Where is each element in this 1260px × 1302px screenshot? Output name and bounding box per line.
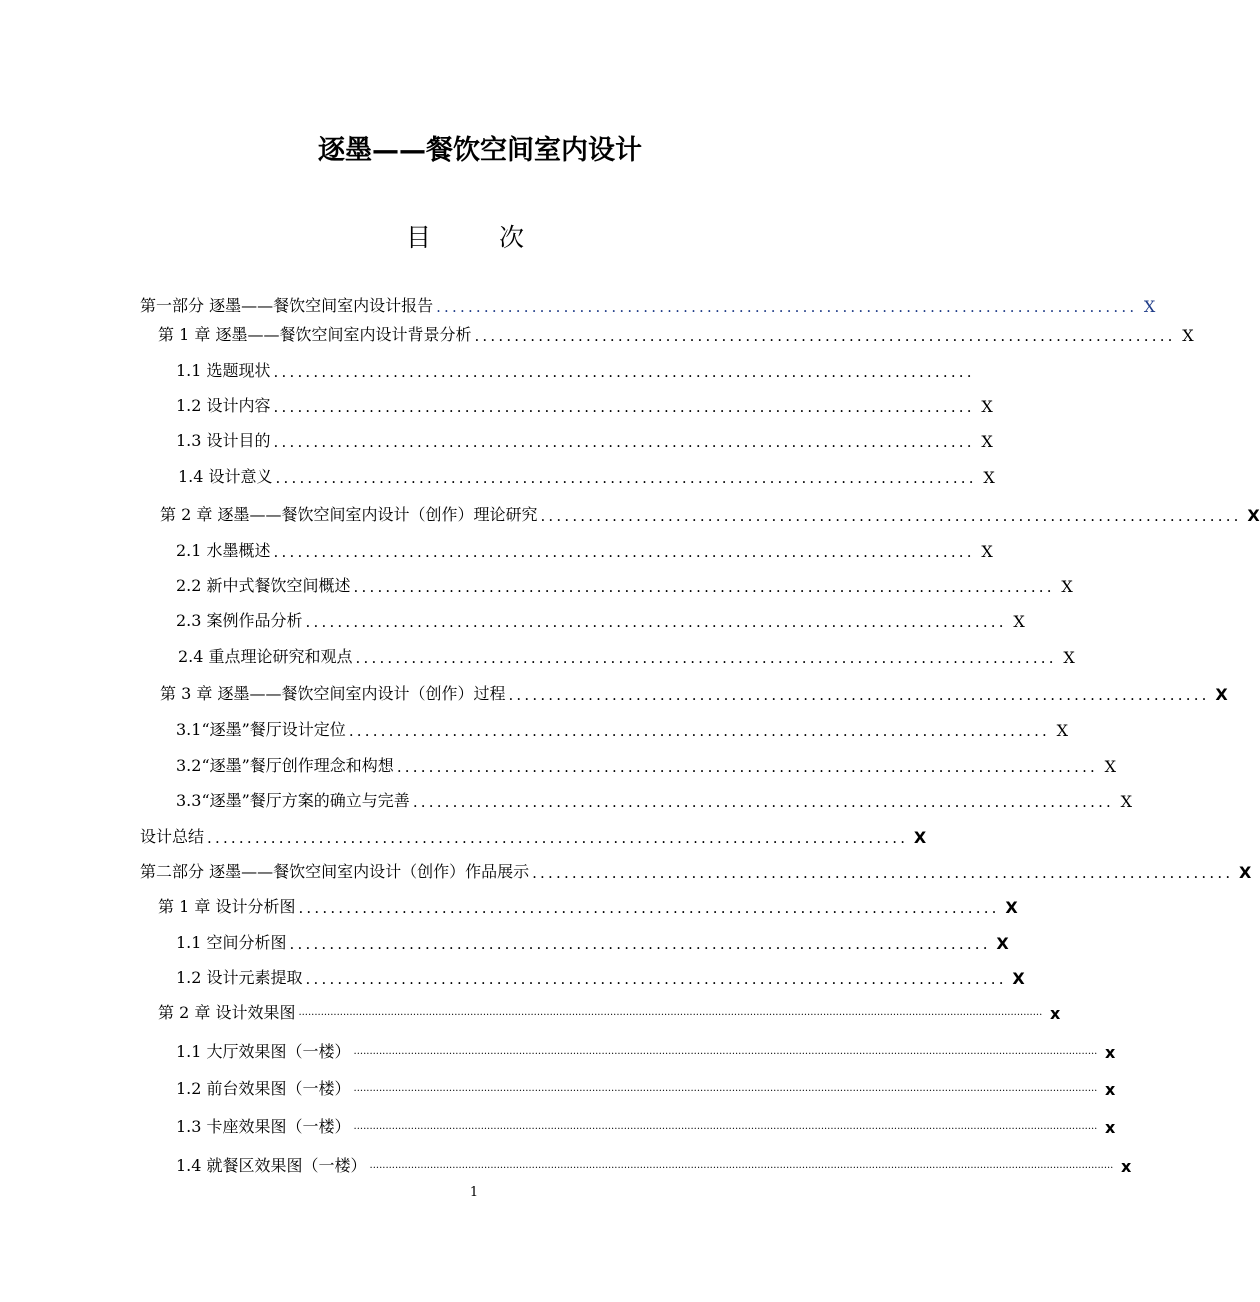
toc-entry-label: 1.3 设计目的: [176, 431, 271, 450]
toc-entry[interactable]: [158, 999, 1061, 1023]
toc-entry[interactable]: [176, 1075, 1116, 1099]
toc-heading: 目 次: [406, 223, 554, 252]
toc-entry-label: 第 2 章 逐墨——餐饮空间室内设计（创作）理论研究: [160, 505, 538, 524]
toc-entry-page: X: [983, 468, 995, 487]
toc-entry-label: 1.1 空间分析图: [176, 933, 287, 952]
toc-entry-page: X: [1182, 326, 1194, 345]
toc-entry[interactable]: [176, 427, 993, 451]
toc-leader-dots: ..........................................................................................................................................................................................................................................: [369, 1160, 1114, 1171]
toc-leader-dots: ........................................................................................: [540, 507, 1242, 525]
toc-entry[interactable]: [176, 1152, 1132, 1176]
toc-entry-label: 1.2 设计内容: [176, 396, 271, 415]
toc-entry-page: X: [981, 397, 993, 416]
toc-leader-dots: ........................................................................................: [532, 864, 1234, 882]
toc-entry[interactable]: [176, 392, 993, 416]
toc-leader-dots: ........................................................................................: [353, 578, 1055, 596]
toc-entry-label: 1.3 卡座效果图（一楼）: [176, 1117, 351, 1136]
toc-entry[interactable]: [176, 964, 1025, 988]
toc-entry-page: x: [1121, 1157, 1132, 1176]
toc-entry-label: 第 3 章 逐墨——餐饮空间室内设计（创作）过程: [160, 684, 506, 703]
toc-entry-page: X: [1005, 898, 1018, 917]
toc-entry-label: 第一部分 逐墨——餐饮空间室内设计报告: [140, 296, 434, 315]
toc-entry[interactable]: [176, 752, 1117, 776]
toc-entry-page: X: [1061, 577, 1073, 596]
toc-leader-dots: ..........................................................................................................................................................................................................................................: [353, 1046, 1098, 1057]
toc-leader-dots: ........................................................................................: [436, 298, 1138, 316]
toc-entry-page: X: [913, 828, 927, 847]
toc-entry-label: 1.4 就餐区效果图（一楼）: [176, 1156, 367, 1175]
toc-entry-label: 1.1 选题现状: [176, 361, 271, 380]
toc-entry-page: X: [1143, 297, 1156, 316]
toc-entry-page: X: [1120, 792, 1133, 811]
toc-entry-label: 设计总结: [140, 827, 205, 846]
toc-entry-page: X: [1013, 612, 1025, 631]
toc-leader-dots: ........................................................................................: [273, 398, 975, 416]
toc-leader-dots: ........................................................................................: [275, 469, 977, 487]
toc-entry[interactable]: [176, 357, 975, 381]
toc-entry-label: 3.3“逐墨”餐厅方案的确立与完善: [176, 791, 410, 810]
toc-entry[interactable]: [176, 929, 1009, 953]
document-title: 逐墨——餐饮空间室内设计: [318, 135, 642, 166]
toc-entry[interactable]: [160, 501, 1260, 525]
toc-entry-label: 1.4 设计意义: [178, 467, 273, 486]
toc-leader-dots: ..........................................................................................................................................................................................................................................: [298, 1007, 1043, 1018]
toc-leader-dots: ..........................................................................................................................................................................................................................................: [353, 1121, 1098, 1132]
toc-leader-dots: ........................................................................................: [305, 970, 1007, 988]
toc-entry-label: 2.4 重点理论研究和观点: [178, 647, 353, 666]
toc-entry[interactable]: [140, 823, 927, 847]
toc-leader-dots: ..........................................................................................................................................................................................................................................: [353, 1083, 1098, 1094]
toc-entry[interactable]: [178, 643, 1075, 667]
toc-entry-label: 1.1 大厅效果图（一楼）: [176, 1042, 351, 1061]
toc-entry-page: X: [1238, 863, 1252, 882]
toc-entry-page: X: [1104, 757, 1117, 776]
toc-entry-label: 3.1“逐墨”餐厅设计定位: [176, 720, 346, 739]
toc-entry-page: x: [1105, 1080, 1116, 1099]
toc-entry[interactable]: [140, 292, 1156, 316]
toc-leader-dots: ........................................................................................: [273, 543, 975, 561]
toc-entry[interactable]: [176, 1113, 1116, 1137]
toc-entry[interactable]: [176, 787, 1133, 811]
toc-leader-dots: ........................................................................................: [474, 327, 1176, 345]
toc-entry-page: X: [1056, 721, 1069, 740]
toc-leader-dots: ........................................................................................: [298, 899, 1000, 917]
toc-entry-label: 2.1 水墨概述: [176, 541, 271, 560]
toc-entry[interactable]: [140, 858, 1252, 882]
toc-entry[interactable]: [158, 893, 1018, 917]
toc-entry[interactable]: [176, 607, 1025, 631]
toc-leader-dots: ........................................................................................: [396, 758, 1099, 776]
toc-leader-dots: ........................................................................................: [273, 433, 975, 451]
toc-entry-page: X: [1063, 648, 1075, 667]
toc-leader-dots: ........................................................................................: [348, 722, 1051, 740]
toc-leader-dots: ........................................................................................: [273, 363, 975, 381]
toc-entry[interactable]: [176, 572, 1073, 596]
toc-entry[interactable]: [176, 1038, 1116, 1062]
toc-entry[interactable]: [158, 321, 1194, 345]
toc-entry[interactable]: [178, 463, 995, 487]
toc-leader-dots: ........................................................................................: [207, 829, 909, 847]
toc-entry-label: 第 2 章 设计效果图: [158, 1003, 296, 1022]
toc-leader-dots: ........................................................................................: [412, 793, 1115, 811]
toc-leader-dots: ........................................................................................: [305, 613, 1007, 631]
toc-leader-dots: ........................................................................................: [508, 686, 1210, 704]
toc-entry-page: X: [1247, 506, 1260, 525]
toc-entry-page: X: [981, 542, 993, 561]
toc-entry-page: X: [1215, 685, 1228, 704]
toc-entry-page: X: [981, 432, 993, 451]
toc-entry-label: 1.2 设计元素提取: [176, 968, 303, 987]
toc-entry[interactable]: [176, 537, 993, 561]
toc-leader-dots: ........................................................................................: [355, 649, 1057, 667]
toc-entry-label: 第二部分 逐墨——餐饮空间室内设计（创作）作品展示: [140, 862, 530, 881]
toc-entry[interactable]: [176, 716, 1069, 740]
toc-entry-label: 第 1 章 逐墨——餐饮空间室内设计背景分析: [158, 325, 472, 344]
toc-entry-label: 3.2“逐墨”餐厅创作理念和构想: [176, 756, 394, 775]
page-number: 1: [469, 1185, 479, 1200]
toc-entry-page: x: [1049, 1004, 1061, 1023]
toc-entry-page: X: [996, 934, 1009, 953]
toc-entry-page: x: [1105, 1043, 1116, 1062]
toc-entry-label: 1.2 前台效果图（一楼）: [176, 1079, 351, 1098]
toc-entry-label: 2.2 新中式餐饮空间概述: [176, 576, 351, 595]
toc-entry-page: X: [1012, 969, 1025, 988]
toc-entry-page: x: [1105, 1118, 1116, 1137]
toc-entry[interactable]: [160, 680, 1228, 704]
toc-leader-dots: ........................................................................................: [289, 935, 991, 953]
toc-entry-label: 2.3 案例作品分析: [176, 611, 303, 630]
toc-entry-label: 第 1 章 设计分析图: [158, 897, 296, 916]
